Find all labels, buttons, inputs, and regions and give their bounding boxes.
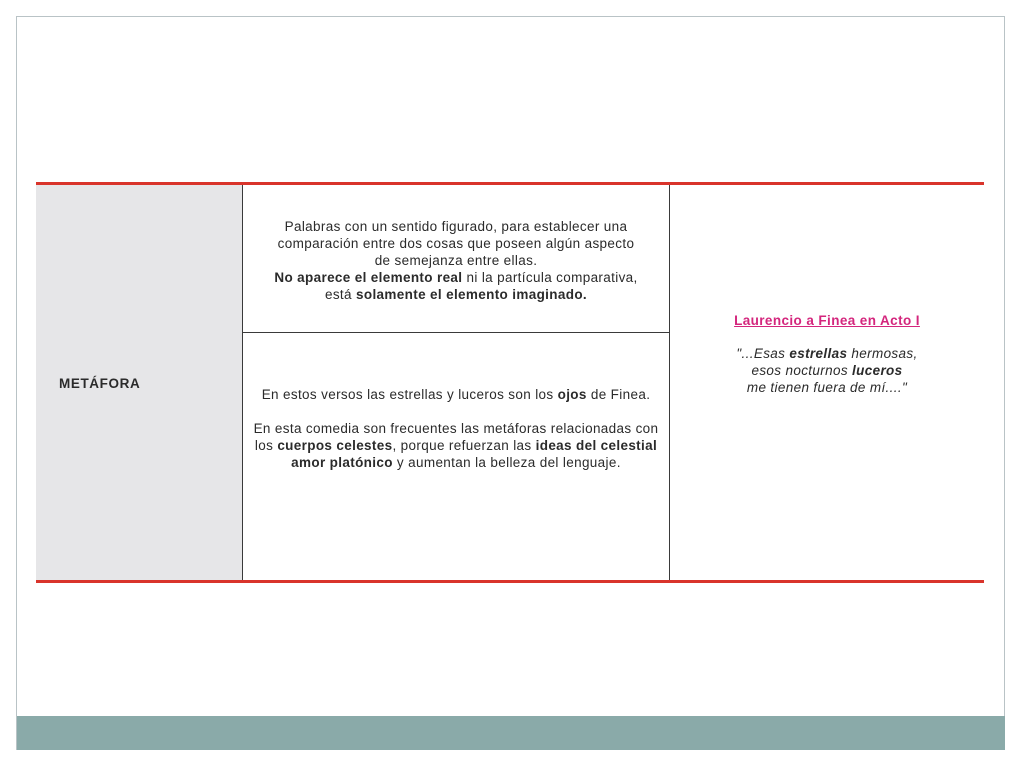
label-cell — [36, 185, 243, 580]
example-text — [243, 386, 669, 471]
figure-label: METÁFORA — [59, 376, 141, 391]
definition-text: Palabras con un sentido figurado, para establecer una comparación entre dos cosas que poseen algún aspecto de semejanza entre ellas. No aparece el elemento real ni la partícula comparativa, está solamente el elemento imaginado. — [274, 219, 638, 302]
example-paragraph-2: En esta comedia son frecuentes las metáforas relacionadas con los cuerpos celestes, porque refuerzan las ideas del celestial amor platónico y aumentan la belleza del lenguaje. — [253, 421, 659, 470]
metaphor-table — [36, 182, 984, 584]
definition-cell — [243, 185, 669, 333]
example-cell — [243, 333, 669, 580]
footer-bar — [17, 716, 1005, 750]
explanation-column — [243, 185, 670, 580]
table-bottom-rule — [36, 580, 984, 583]
quote-text: "...Esas estrellas hermosas, esos nocturnos luceros me tienen fuera de mí...." — [736, 346, 918, 395]
quote-cell — [670, 185, 984, 580]
example-paragraph-1: En estos versos las estrellas y luceros son los ojos de Finea. — [261, 387, 651, 402]
quote-title: Laurencio a Finea en Acto I — [734, 313, 920, 328]
